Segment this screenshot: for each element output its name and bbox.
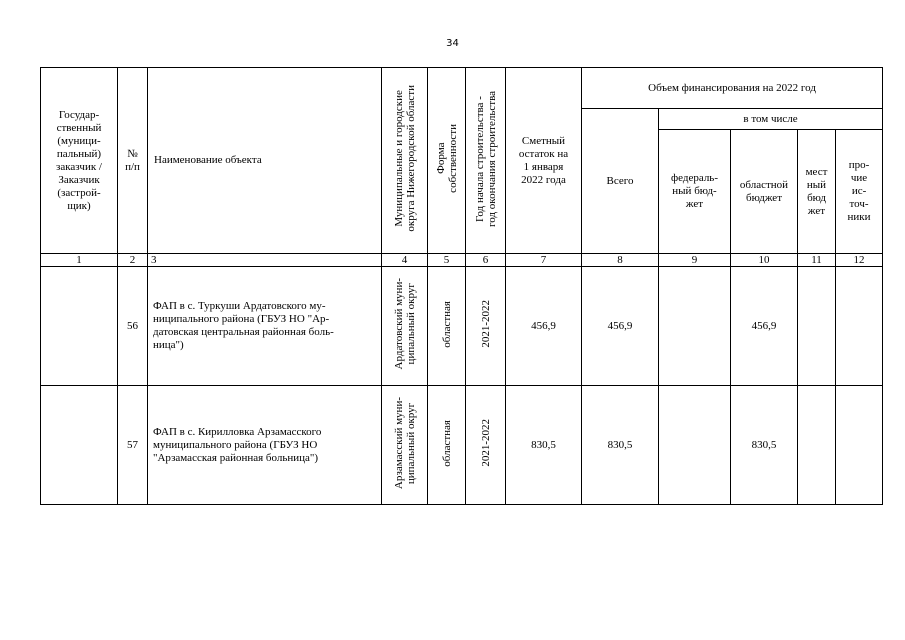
row-local (798, 386, 836, 505)
page-number: 34 (446, 38, 459, 49)
row-ownership: областная (440, 300, 453, 348)
header-including: в том числе (659, 109, 883, 130)
column-number: 3 (148, 254, 382, 267)
row-num: 56 (118, 267, 148, 386)
header-other: про- чие ис- точ- ники (836, 130, 883, 254)
column-number: 11 (798, 254, 836, 267)
header-municipality: Муниципальные и городские округа Нижегородской области (392, 85, 417, 232)
financing-table (40, 67, 883, 505)
header-federal: федераль- ный бюд- жет (659, 130, 731, 254)
column-number: 5 (428, 254, 466, 267)
row-regional: 456,9 (731, 267, 798, 386)
header-ownership: Форма собственности (434, 124, 459, 193)
column-number: 6 (466, 254, 506, 267)
row-object-name: ФАП в с. Туркуши Ардатовского му- ниципального района (ГБУЗ НО "Ар- датовская центральная районная боль- ница") (148, 267, 382, 386)
row-municipality: Арзамасский муни- ципальный округ (392, 396, 417, 490)
column-number: 12 (836, 254, 883, 267)
row-other (836, 267, 883, 386)
header-num: № п/п (118, 68, 148, 254)
row-years-cell (466, 386, 506, 505)
row-years: 2021-2022 (479, 419, 492, 467)
row-municipality: Ардатовский муни- ципальный округ (392, 278, 417, 370)
row-local (798, 267, 836, 386)
row-total: 830,5 (582, 386, 659, 505)
row-other (836, 386, 883, 505)
table-row (41, 386, 883, 505)
row-municipality-cell (382, 386, 428, 505)
table-row (41, 267, 883, 386)
row-federal (659, 267, 731, 386)
header-ownership-cell (428, 68, 466, 254)
column-number: 10 (731, 254, 798, 267)
header-municipality-cell (382, 68, 428, 254)
header-years: Год начала строительства - год окончания строительства (473, 90, 498, 227)
row-municipality-cell (382, 267, 428, 386)
row-federal (659, 386, 731, 505)
row-ownership-cell (428, 267, 466, 386)
row-estimate: 830,5 (506, 386, 582, 505)
header-estimate: Сметный остаток на 1 января 2022 года (506, 68, 582, 254)
row-years-cell (466, 267, 506, 386)
row-regional: 830,5 (731, 386, 798, 505)
row-customer (41, 386, 118, 505)
row-customer (41, 267, 118, 386)
row-num: 57 (118, 386, 148, 505)
column-number: 7 (506, 254, 582, 267)
column-number: 2 (118, 254, 148, 267)
header-object-name: Наименование объекта (148, 68, 382, 254)
header-row-1 (41, 68, 883, 109)
header-local: мест ный бюд жет (798, 130, 836, 254)
row-total: 456,9 (582, 267, 659, 386)
row-estimate: 456,9 (506, 267, 582, 386)
header-regional: областной бюджет (731, 130, 798, 254)
column-number: 8 (582, 254, 659, 267)
header-years-cell (466, 68, 506, 254)
row-years: 2021-2022 (479, 300, 492, 348)
column-number: 9 (659, 254, 731, 267)
header-customer: Государ- ственный (муници- пальный) заказчик / Заказчик (застрой- щик) (41, 68, 118, 254)
column-number: 1 (41, 254, 118, 267)
header-funding: Объем финансирования на 2022 год (582, 68, 883, 109)
header-total: Всего (582, 109, 659, 254)
column-number: 4 (382, 254, 428, 267)
row-object-name: ФАП в с. Кирилловка Арзамасского муниципального района (ГБУЗ НО "Арзамасская районная больница") (148, 386, 382, 505)
row-ownership-cell (428, 386, 466, 505)
row-ownership: областная (440, 419, 453, 467)
column-number-row (41, 254, 883, 267)
